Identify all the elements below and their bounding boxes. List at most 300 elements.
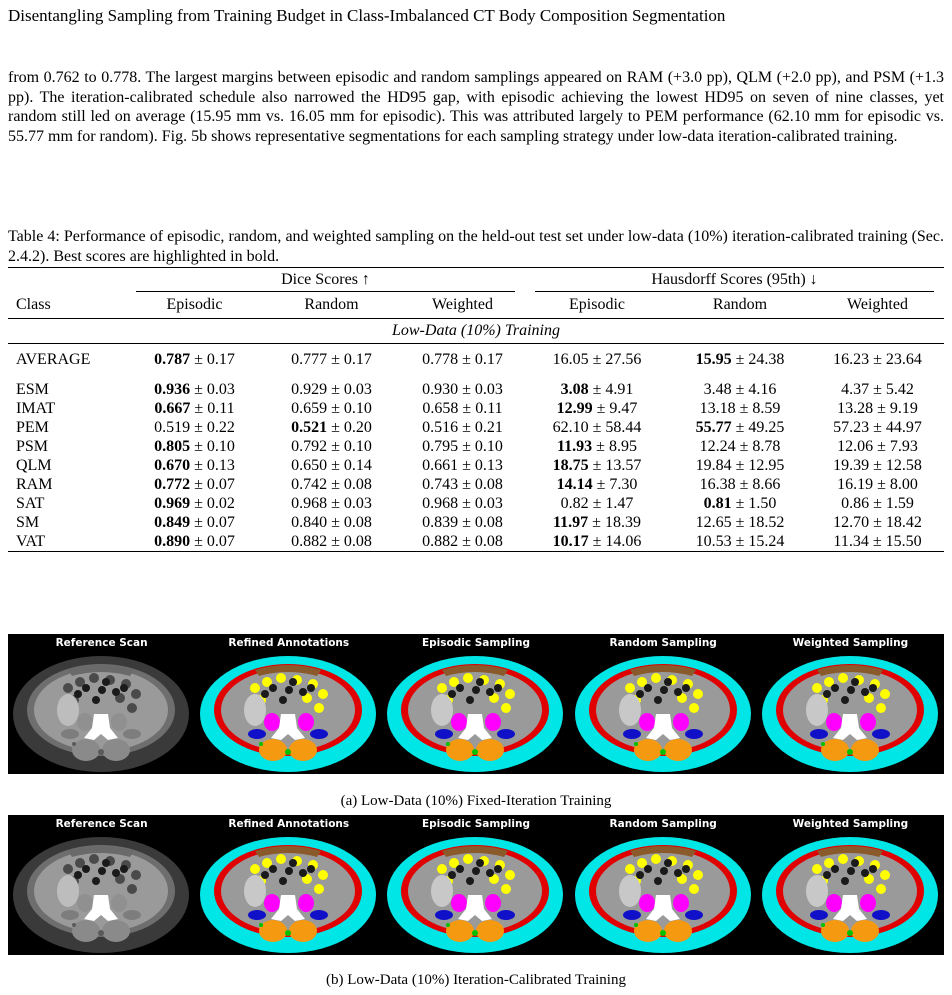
- table-row-average: [8, 348, 944, 372]
- back-muscle-right: [289, 739, 317, 761]
- table-cell: 0.969 ± 0.02: [154, 494, 235, 512]
- kidney: [244, 694, 266, 726]
- intermuscular-fat: [72, 742, 76, 746]
- back-muscle-left: [634, 739, 662, 761]
- bowel-loop: [299, 688, 307, 696]
- cell-value: 57.23: [833, 418, 870, 436]
- cell-sd: 18.39: [604, 513, 641, 531]
- visceral-fat-blob: [625, 683, 635, 693]
- bowel-loop: [307, 865, 315, 873]
- cell-value: 16.05: [552, 351, 589, 368]
- back-muscle-left: [446, 739, 474, 761]
- visceral-fat-blob: [693, 689, 703, 699]
- cell-value: 0.968: [422, 494, 459, 512]
- quadratus-right: [872, 910, 890, 920]
- bowel-loop: [112, 688, 120, 696]
- bowel-loop: [456, 684, 464, 692]
- bowel-loop: [102, 859, 110, 867]
- cell-value: 0.516: [422, 418, 459, 436]
- table-cell: 0.805 ± 0.10: [154, 437, 235, 455]
- cell-sd: 12.58: [885, 456, 922, 474]
- table-cell: 19.84 ± 12.95: [695, 456, 785, 474]
- cell-sd: 8.00: [889, 475, 918, 493]
- cell-value: 12.65: [695, 513, 732, 531]
- visceral-fat-blob: [880, 689, 890, 699]
- cell-value: 55.77: [695, 418, 732, 436]
- table-cell: 0.929 ± 0.03: [291, 380, 372, 398]
- back-muscle-left: [446, 920, 474, 942]
- table-cell: 0.667 ± 0.11: [154, 399, 235, 417]
- visceral-fat-blob: [651, 854, 661, 864]
- cell-value: 0.82: [560, 494, 589, 512]
- cell-sd: 1.50: [748, 494, 777, 512]
- quadratus-right: [497, 729, 515, 739]
- psoas-right: [111, 894, 127, 912]
- back-muscle-left: [72, 739, 100, 761]
- intermuscular-fat: [72, 923, 76, 927]
- table-cell: 16.05 ± 27.56: [552, 351, 642, 368]
- table-row: [8, 494, 944, 513]
- table-cell: 3.48 ± 4.16: [703, 380, 777, 398]
- cell-value: 4.37: [841, 380, 870, 398]
- cell-value: 0.742: [291, 475, 328, 493]
- table-caption: Table 4: Performance of episodic, random, and weighted sampling on the held-out test set under low-data (10%) iteration-calibrated training (Sec. 2.4.2). Best scores are highlighted in bold.: [8, 228, 944, 265]
- table-cell: 55.77 ± 49.25: [695, 418, 785, 436]
- intermuscular-fat: [285, 749, 291, 755]
- quadratus-right: [685, 729, 703, 739]
- bowel-loop: [98, 686, 106, 694]
- back-muscle-left: [259, 739, 287, 761]
- bowel-loop: [307, 684, 315, 692]
- table-cell: 0.890 ± 0.07: [126, 532, 263, 552]
- bowel-loop: [869, 684, 877, 692]
- intermuscular-fat: [259, 742, 263, 746]
- visceral-fat-blob: [689, 703, 699, 713]
- intermuscular-fat: [446, 923, 450, 927]
- cell-sd: 18.52: [748, 513, 785, 531]
- bowel-loop: [823, 871, 831, 879]
- table-cell: 0.86 ± 1.59: [841, 494, 914, 512]
- cell-value: 0.743: [422, 475, 459, 493]
- cell-value: 0.650: [291, 456, 328, 474]
- intermuscular-fat: [98, 749, 104, 755]
- cell-value: 62.10: [552, 418, 589, 436]
- back-muscle-right: [851, 920, 879, 942]
- cell-value: 0.840: [291, 513, 328, 531]
- table-cell: 0.81 ± 1.50: [703, 494, 777, 512]
- cell-sd: 8.66: [752, 475, 781, 493]
- cell-sd: 0.03: [343, 494, 372, 512]
- cell-sd: 0.07: [206, 475, 235, 493]
- table-row: [8, 475, 944, 494]
- figure-b-caption: (b) Low-Data (10%) Iteration-Calibrated Training: [326, 972, 626, 988]
- bowel-loop: [456, 865, 464, 873]
- cell-value: 3.08: [560, 380, 589, 398]
- panel-title: Random Sampling: [609, 637, 717, 649]
- bowel-loop: [466, 696, 474, 704]
- bowel-loop: [636, 871, 644, 879]
- column-header: Random: [304, 296, 359, 314]
- quadratus-left: [810, 910, 828, 920]
- bowel-loop: [486, 869, 494, 877]
- bowel-loop: [120, 865, 128, 873]
- intermuscular-fat: [660, 749, 666, 755]
- table-column-header-row: [8, 292, 944, 318]
- visceral-fat-blob: [812, 683, 822, 693]
- bowel-loop: [289, 678, 297, 686]
- visceral-fat-blob: [131, 689, 141, 699]
- psoas-right: [485, 713, 501, 731]
- quadratus-left: [248, 910, 266, 920]
- section-label: Low-Data (10%) Training: [8, 318, 944, 343]
- column-header: Random: [712, 296, 768, 314]
- abdominal-cavity: [596, 850, 730, 932]
- bowel-loop: [261, 871, 269, 879]
- abdominal-cavity: [34, 850, 168, 932]
- table-cell: 15.95 ± 24.38: [695, 351, 785, 368]
- table-row: [8, 418, 944, 437]
- psoas-right: [485, 894, 501, 912]
- quadratus-right: [497, 910, 515, 920]
- kidney: [244, 875, 266, 907]
- table-cell: 0.968 ± 0.03: [422, 494, 503, 512]
- bowel-loop: [654, 696, 662, 704]
- cell-sd: 0.22: [206, 418, 235, 436]
- abdominal-cavity: [783, 669, 917, 751]
- figure-panel: [382, 634, 569, 774]
- table-row: [8, 513, 944, 532]
- cell-value: 15.95: [695, 351, 732, 368]
- abdominal-cavity: [596, 669, 730, 751]
- kidney: [619, 694, 641, 726]
- figure-a-panels: [8, 634, 944, 774]
- cell-sd: 44.97: [885, 418, 922, 436]
- figure-panel: [382, 815, 569, 955]
- class-label: IMAT: [16, 399, 56, 417]
- cell-value: 0.670: [154, 456, 191, 474]
- bowel-loop: [486, 688, 494, 696]
- table-cell: 10.53 ± 15.24: [669, 532, 811, 552]
- cell-sd: 0.10: [343, 399, 372, 417]
- figure-panel: [757, 634, 944, 774]
- cell-sd: 0.08: [343, 532, 372, 550]
- cell-value: 19.84: [695, 456, 732, 474]
- bowel-loop: [660, 867, 668, 875]
- results-table: [8, 267, 944, 552]
- cell-sd: 0.02: [206, 494, 235, 512]
- bowel-loop: [660, 686, 668, 694]
- cell-sd: 0.10: [206, 437, 235, 455]
- table-cell: 0.882 ± 0.08: [263, 532, 400, 552]
- cell-sd: 1.59: [885, 494, 914, 512]
- visceral-fat-blob: [131, 870, 141, 880]
- abdominal-cavity: [783, 850, 917, 932]
- panel-title: Episodic Sampling: [421, 637, 530, 649]
- quadratus-left: [623, 910, 641, 920]
- visceral-fat-blob: [693, 870, 703, 880]
- bowel-loop: [674, 869, 682, 877]
- cell-sd: 49.25: [748, 418, 785, 436]
- bowel-loop: [472, 867, 480, 875]
- cell-value: 16.19: [837, 475, 874, 493]
- cell-sd: 0.17: [206, 351, 235, 368]
- visceral-fat-blob: [463, 854, 473, 864]
- psoas-right: [860, 713, 876, 731]
- ct-slice-image: [195, 829, 382, 955]
- table-cell: 0.516 ± 0.21: [422, 418, 503, 436]
- visceral-fat-blob: [505, 870, 515, 880]
- visceral-fat-blob: [63, 683, 73, 693]
- cell-sd: 23.64: [885, 351, 922, 368]
- bowel-loop: [269, 865, 277, 873]
- kidney: [57, 875, 79, 907]
- table-cell: 0.658 ± 0.11: [422, 399, 503, 417]
- cell-value: 0.929: [291, 380, 328, 398]
- panel-title: Reference Scan: [55, 637, 148, 649]
- table-body: [8, 380, 944, 552]
- bowel-loop: [869, 865, 877, 873]
- cell-value: 0.839: [422, 513, 459, 531]
- bowel-loop: [120, 684, 128, 692]
- cell-sd: 0.08: [343, 513, 372, 531]
- table-cell: 0.670 ± 0.13: [154, 456, 235, 474]
- panel-title: Reference Scan: [55, 818, 148, 830]
- table-cell: 10.17 ± 14.06: [525, 532, 669, 552]
- body-paragraph: from 0.762 to 0.778. The largest margins between episodic and random samplings appeared on RAM (+3.0 pp), QLM (+2.0 pp), and PSM (+1.3 pp). The iteration-calibrated schedule also narrowed the HD95 gap, with episodic achieving the lowest HD95 on seven of nine classes, yet random still led on average (15.95 mm vs. 16.05 mm for episodic). This was attributed largely to PEM performance (62.10 mm for episodic vs. 55.77 mm for random). Fig. 5b shows representative segmentations for each sampling strategy under low-data iteration-calibrated training.: [8, 69, 944, 145]
- cell-sd: 0.11: [475, 399, 503, 417]
- back-muscle-left: [72, 920, 100, 942]
- bowel-loop: [861, 869, 869, 877]
- table-cell: 0.787 ± 0.17: [154, 351, 235, 368]
- table-cell: 62.10 ± 58.44: [552, 418, 642, 436]
- cell-sd: 0.11: [207, 399, 235, 417]
- bowel-loop: [285, 686, 293, 694]
- psoas-left: [826, 894, 842, 912]
- column-header: Episodic: [166, 296, 223, 314]
- table-cell: 12.99 ± 9.47: [556, 399, 638, 417]
- cell-value: 16.38: [699, 475, 736, 493]
- visceral-fat-blob: [127, 884, 137, 894]
- bowel-loop: [279, 696, 287, 704]
- visceral-fat-blob: [689, 884, 699, 894]
- visceral-fat-blob: [276, 673, 286, 683]
- kidney: [431, 875, 453, 907]
- table-cell: 12.24 ± 8.78: [699, 437, 781, 455]
- cell-value: 0.777: [291, 351, 328, 368]
- visceral-fat-blob: [876, 884, 886, 894]
- cell-sd: 9.19: [889, 399, 918, 417]
- quadratus-left: [248, 729, 266, 739]
- cell-value: 0.519: [154, 418, 191, 436]
- cell-sd: 0.10: [474, 437, 503, 455]
- bowel-loop: [841, 696, 849, 704]
- psoas-left: [264, 894, 280, 912]
- intermuscular-fat: [821, 742, 825, 746]
- visceral-fat-blob: [318, 689, 328, 699]
- column-header: Weighted: [847, 296, 908, 314]
- cell-sd: 0.08: [474, 532, 503, 550]
- quadratus-left: [435, 910, 453, 920]
- psoas-left: [264, 713, 280, 731]
- quadratus-right: [310, 729, 328, 739]
- abdominal-cavity: [221, 850, 355, 932]
- bowel-loop: [682, 865, 690, 873]
- cell-sd: 5.42: [885, 380, 914, 398]
- cell-sd: 7.93: [889, 437, 918, 455]
- class-column-header: Class: [16, 296, 51, 314]
- visceral-fat-blob: [505, 689, 515, 699]
- cell-value: 19.39: [833, 456, 870, 474]
- visceral-fat-blob: [250, 683, 260, 693]
- visceral-fat-blob: [463, 673, 473, 683]
- quadratus-left: [810, 729, 828, 739]
- psoas-right: [860, 894, 876, 912]
- visceral-fat-blob: [276, 854, 286, 864]
- bowel-loop: [636, 690, 644, 698]
- cell-sd: 0.13: [206, 456, 235, 474]
- cell-value: 18.75: [552, 456, 589, 474]
- cell-sd: 8.59: [752, 399, 781, 417]
- quadratus-left: [61, 910, 79, 920]
- psoas-right: [111, 713, 127, 731]
- cell-sd: 0.03: [343, 380, 372, 398]
- table-row: [8, 380, 944, 399]
- cell-value: 0.658: [422, 399, 459, 417]
- kidney: [806, 694, 828, 726]
- cell-sd: 4.16: [748, 380, 777, 398]
- panel-title: Random Sampling: [609, 818, 717, 830]
- intermuscular-fat: [98, 930, 104, 936]
- psoas-left: [451, 894, 467, 912]
- cell-value: 3.48: [703, 380, 732, 398]
- visceral-fat-blob: [501, 703, 511, 713]
- table-cell: 11.34 ± 15.50: [811, 532, 944, 552]
- cell-sd: 8.78: [752, 437, 781, 455]
- psoas-left: [451, 713, 467, 731]
- cell-sd: 18.42: [885, 513, 922, 531]
- class-label: QLM: [16, 456, 52, 474]
- cell-value: 13.18: [699, 399, 736, 417]
- bowel-loop: [654, 877, 662, 885]
- bowel-loop: [664, 678, 672, 686]
- table-cell: 16.23 ± 23.64: [833, 351, 922, 368]
- cell-value: 0.792: [291, 437, 328, 455]
- bowel-loop: [279, 877, 287, 885]
- cell-value: 0.969: [154, 494, 191, 512]
- panel-title: Refined Annotations: [228, 637, 350, 649]
- table-cell: 18.75 ± 13.57: [552, 456, 642, 474]
- bowel-loop: [847, 686, 855, 694]
- class-label: PSM: [16, 437, 49, 455]
- back-muscle-right: [476, 739, 504, 761]
- column-header: Weighted: [432, 296, 493, 314]
- intermuscular-fat: [634, 923, 638, 927]
- table-cell: 13.28 ± 9.19: [837, 399, 918, 417]
- ct-slice-image: [382, 648, 569, 774]
- cell-value: 0.890: [154, 532, 191, 550]
- bowel-loop: [674, 688, 682, 696]
- cell-sd: 0.17: [474, 351, 503, 368]
- bowel-loop: [289, 859, 297, 867]
- bowel-loop: [644, 684, 652, 692]
- cell-value: 0.86: [841, 494, 870, 512]
- table-cell: 0.650 ± 0.14: [291, 456, 372, 474]
- table-cell: 3.08 ± 4.91: [560, 380, 634, 398]
- table-row: [8, 437, 944, 456]
- intermuscular-fat: [821, 923, 825, 927]
- back-muscle-right: [664, 920, 692, 942]
- visceral-fat-blob: [318, 870, 328, 880]
- quadratus-right: [123, 910, 141, 920]
- cell-sd: 0.08: [474, 475, 503, 493]
- table-cell: 0.839 ± 0.08: [422, 513, 503, 531]
- back-muscle-right: [851, 739, 879, 761]
- visceral-fat-blob: [437, 683, 447, 693]
- class-label: ESM: [16, 380, 49, 398]
- table-cell: 0.778 ± 0.17: [422, 351, 503, 368]
- table-cell: 0.742 ± 0.08: [291, 475, 372, 493]
- cell-value: 0.778: [422, 351, 459, 368]
- class-label: SAT: [16, 494, 45, 512]
- cell-sd: 8.95: [608, 437, 637, 455]
- table-cell: 16.19 ± 8.00: [837, 475, 918, 493]
- cell-value: 11.93: [557, 437, 593, 455]
- cell-value: 0.81: [703, 494, 732, 512]
- bowel-loop: [82, 684, 90, 692]
- class-label: AVERAGE: [16, 351, 91, 368]
- figure-panel: [195, 815, 382, 955]
- bowel-loop: [269, 684, 277, 692]
- table-cell: 11.97 ± 18.39: [553, 513, 641, 531]
- table-cell: 0.743 ± 0.08: [422, 475, 503, 493]
- kidney: [806, 875, 828, 907]
- cell-value: 11.34: [833, 532, 869, 550]
- bowel-loop: [494, 684, 502, 692]
- cell-sd: 0.13: [474, 456, 503, 474]
- table-cell: 0.930 ± 0.03: [422, 380, 503, 398]
- psoas-right: [673, 713, 689, 731]
- table-cell: 0.521 ± 0.20: [291, 418, 372, 436]
- bowel-loop: [682, 684, 690, 692]
- ct-slice-image: [382, 829, 569, 955]
- class-label: VAT: [8, 532, 126, 552]
- cell-value: 13.28: [837, 399, 874, 417]
- cell-value: 11.97: [553, 513, 589, 531]
- cell-sd: 0.17: [343, 351, 372, 368]
- table-row: [8, 532, 944, 552]
- visceral-fat-blob: [89, 854, 99, 864]
- visceral-fat-blob: [250, 864, 260, 874]
- table-row: [8, 456, 944, 475]
- cell-sd: 0.21: [474, 418, 503, 436]
- cell-sd: 12.95: [748, 456, 785, 474]
- figure-panel: [8, 634, 195, 774]
- class-label: PEM: [16, 418, 49, 436]
- visceral-fat-blob: [876, 703, 886, 713]
- table-cell: 0.659 ± 0.10: [291, 399, 372, 417]
- table-cell: 0.772 ± 0.07: [154, 475, 235, 493]
- hausdorff-group-header: Hausdorff Scores (95th) ↓: [535, 270, 934, 292]
- cell-sd: 0.14: [343, 456, 372, 474]
- table-cell: 16.38 ± 8.66: [699, 475, 781, 493]
- bowel-loop: [261, 690, 269, 698]
- visceral-fat-blob: [838, 673, 848, 683]
- cell-value: 0.667: [154, 399, 191, 417]
- cell-value: 16.23: [833, 351, 870, 368]
- bowel-loop: [74, 690, 82, 698]
- table-cell: 0.795 ± 0.10: [422, 437, 503, 455]
- cell-sd: 58.44: [605, 418, 642, 436]
